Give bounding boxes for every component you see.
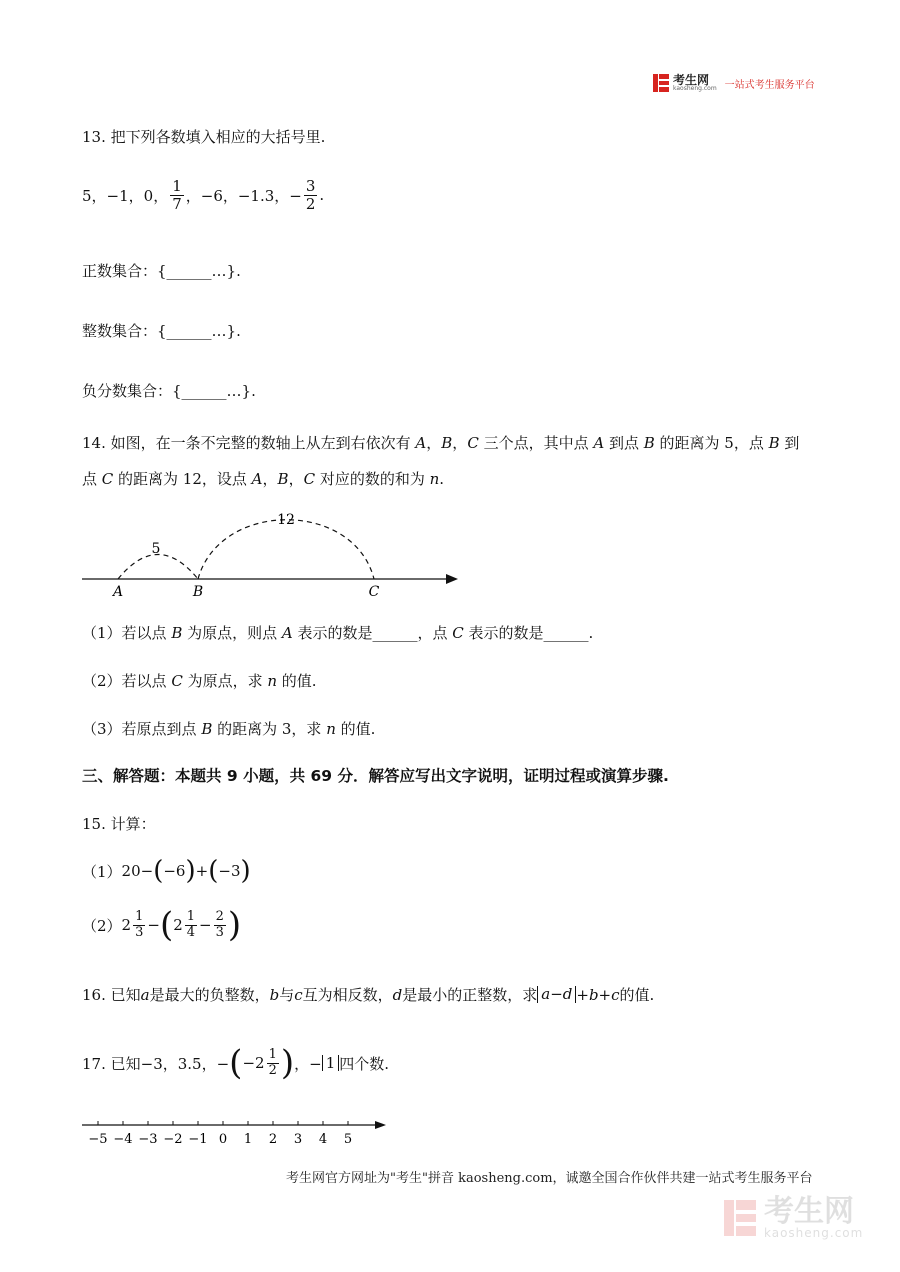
text: 16. 已知 [82, 986, 141, 1004]
den: 2 [268, 1062, 277, 1078]
q17-stem [82, 1043, 390, 1083]
text: 到点 [604, 434, 644, 452]
fraction [133, 910, 145, 940]
var-a: a [140, 985, 150, 1004]
text: 四个数. [339, 1054, 390, 1073]
var-n: n [429, 470, 440, 488]
text: ，− [294, 1054, 322, 1073]
text: 是最大的负整数， [149, 986, 270, 1004]
set-blank: {______…}. [157, 262, 241, 280]
mixed-whole: 2 [121, 916, 132, 934]
q14-part-2 [82, 670, 317, 691]
operator: − [199, 916, 212, 934]
section-3-heading: 三、解答题：本题共 9 小题，共 69 分．解答应写出文字说明，证明过程或演算步骤. [82, 767, 669, 785]
num: 2 [215, 909, 224, 925]
text: ， [288, 470, 304, 488]
text: 点 [82, 470, 102, 488]
header-brand-sub: kaosheng.com [673, 85, 717, 92]
set-blank: {______…}. [172, 382, 256, 400]
text: 是最小的正整数，求 [402, 986, 538, 1004]
var-n: n [267, 672, 278, 690]
set-label: 正数集合： [82, 262, 158, 280]
var-a: A [415, 434, 427, 452]
part-label: （2） [82, 916, 122, 935]
den: 3 [215, 924, 224, 940]
text: 与 [279, 986, 295, 1004]
q17-number-line [78, 1116, 398, 1148]
expr: 20− [121, 862, 154, 880]
axis-tick-label: 2 [268, 1132, 278, 1147]
mixed-whole: 2 [173, 916, 183, 934]
text: 的值. [335, 720, 376, 738]
header-slogan: 一站式考生服务平台 [724, 79, 815, 91]
q13-frac-3-2 [304, 178, 318, 212]
var-b: B [441, 434, 453, 452]
axis-tick-label: 5 [343, 1132, 353, 1147]
paren: ) [227, 905, 242, 945]
text: 为原点，求 [182, 672, 268, 690]
text: 表示的数是______，点 [292, 624, 453, 642]
axis-tick-label: −2 [163, 1132, 183, 1147]
var-b: B [277, 470, 289, 488]
q13-n2: ，−6，−1.3，− [185, 186, 302, 205]
axis-tick-label: −1 [188, 1132, 208, 1147]
q13-frac2-num: 3 [305, 177, 316, 195]
text: 的距离为 12，设点 [113, 470, 252, 488]
q15-part-2 [82, 905, 242, 945]
paren: ( [159, 905, 174, 945]
footer-text: 考生网官方网址为"考生"拼音 kaosheng.com，诚邀全国合作伙伴共建一站式考生服务平台 [286, 1171, 813, 1186]
axis-tick-label: 1 [243, 1132, 253, 1147]
text: 的距离为 5，点 [654, 434, 769, 452]
var-a: A [281, 624, 293, 642]
q13-numbers [82, 178, 324, 212]
expr: −3 [218, 862, 241, 880]
operator: − [147, 916, 160, 934]
abs-expression: a−d [537, 986, 576, 1003]
text: ， [426, 434, 442, 452]
paren: ( [229, 1043, 243, 1083]
point-b-label: B [192, 584, 204, 600]
axis-arrow [375, 1121, 386, 1129]
paren: ) [185, 856, 196, 886]
paren: ) [240, 856, 251, 886]
q14-part-3 [82, 718, 375, 739]
header-brand: 考生网 [673, 73, 710, 87]
var-b: b [269, 985, 280, 1004]
var-c: C [452, 624, 464, 642]
var-c: c [294, 985, 303, 1004]
var-d: d [392, 985, 403, 1004]
q13-frac-1-7 [170, 178, 184, 212]
var-c: C [171, 672, 183, 690]
abs-value: 1 [322, 1055, 340, 1072]
q14-number-line-figure [70, 500, 470, 605]
var-c: C [303, 470, 316, 488]
q13-set-positive [82, 260, 241, 281]
expr: + [195, 862, 209, 880]
text: 的值. [619, 986, 655, 1004]
fraction [185, 910, 197, 940]
mixed-whole: −2 [242, 1054, 265, 1072]
text: （2）若以点 [82, 672, 172, 690]
var-b: B [201, 720, 213, 738]
part-label: （1） [82, 862, 122, 881]
watermark [722, 1196, 863, 1240]
axis-tick-label: −4 [113, 1132, 133, 1147]
paren: ) [280, 1043, 295, 1083]
expr: −6 [163, 862, 186, 880]
watermark-sub: kaosheng.com [764, 1226, 864, 1240]
q13-set-negative-fraction [82, 380, 256, 401]
axis-tick-label: −3 [138, 1132, 158, 1147]
var-n: n [326, 720, 336, 738]
num: 1 [186, 909, 196, 925]
q13-set-integer [82, 320, 241, 341]
den: 4 [186, 924, 196, 940]
kaosheng-logo-icon [652, 73, 670, 93]
text: 的距离为 3，求 [212, 720, 327, 738]
num: 1 [135, 909, 144, 925]
q13-frac2-den: 2 [305, 194, 316, 213]
text: 14. 如图，在一条不完整的数轴上从左到右依次有 [82, 434, 416, 452]
text: . [439, 470, 445, 488]
point-a-label: A [112, 584, 124, 600]
q14-part-1 [82, 622, 593, 643]
text: ， [262, 470, 278, 488]
num: 1 [268, 1047, 277, 1063]
arc-ab [118, 555, 198, 580]
number-line-arrow [446, 574, 458, 584]
var-b: B [643, 434, 655, 452]
text: 到 [779, 434, 800, 452]
paren: ( [208, 856, 219, 886]
arc-bc [198, 520, 374, 579]
axis-tick-label: 3 [293, 1132, 303, 1147]
q13-end: . [319, 186, 325, 204]
label-ab: 5 [151, 541, 161, 557]
set-label: 负分数集合： [82, 382, 173, 400]
text: 的值. [277, 672, 317, 690]
var-c: C [467, 434, 479, 452]
axis-tick-label: −5 [88, 1132, 108, 1147]
var-a: A [593, 434, 605, 452]
text: 表示的数是______. [463, 624, 594, 642]
text: ， [452, 434, 468, 452]
fraction [214, 910, 226, 940]
q13-n1: 5，−1，0， [82, 186, 169, 205]
var-a: A [251, 470, 263, 488]
text: （3）若原点到点 [82, 720, 202, 738]
fraction [267, 1048, 279, 1078]
text: +b+c [576, 985, 620, 1004]
q15-part-1 [82, 858, 251, 884]
header-logo [652, 72, 815, 94]
q16-stem [82, 984, 654, 1005]
den: 3 [135, 924, 144, 940]
axis-tick-label: 4 [318, 1132, 328, 1147]
text: 互为相反数， [302, 986, 393, 1004]
q13-frac1-num: 1 [172, 177, 182, 195]
label-bc: 12 [277, 512, 295, 528]
watermark-logo-icon [722, 1196, 758, 1240]
q14-stem-line1 [82, 432, 799, 453]
var-b: B [768, 434, 780, 452]
q13-stem: 13. 把下列各数填入相应的大括号里. [82, 128, 326, 146]
text: 对应的数的和为 [315, 470, 430, 488]
text: 17. 已知−3，3.5，− [82, 1054, 230, 1073]
var-b: B [171, 624, 183, 642]
q14-stem-line2 [82, 468, 444, 489]
watermark-brand: 考生网 [764, 1194, 854, 1229]
point-c-label: C [368, 584, 380, 600]
text: （1）若以点 [82, 624, 172, 642]
set-label: 整数集合： [82, 322, 158, 340]
var-c: C [101, 470, 114, 488]
axis-tick-label: 0 [218, 1132, 228, 1147]
text: 三个点，其中点 [478, 434, 594, 452]
q15-stem: 15. 计算： [82, 815, 156, 833]
paren: ( [153, 856, 164, 886]
q13-frac1-den: 7 [172, 194, 182, 213]
text: 为原点，则点 [182, 624, 282, 642]
set-blank: {______…}. [157, 322, 241, 340]
